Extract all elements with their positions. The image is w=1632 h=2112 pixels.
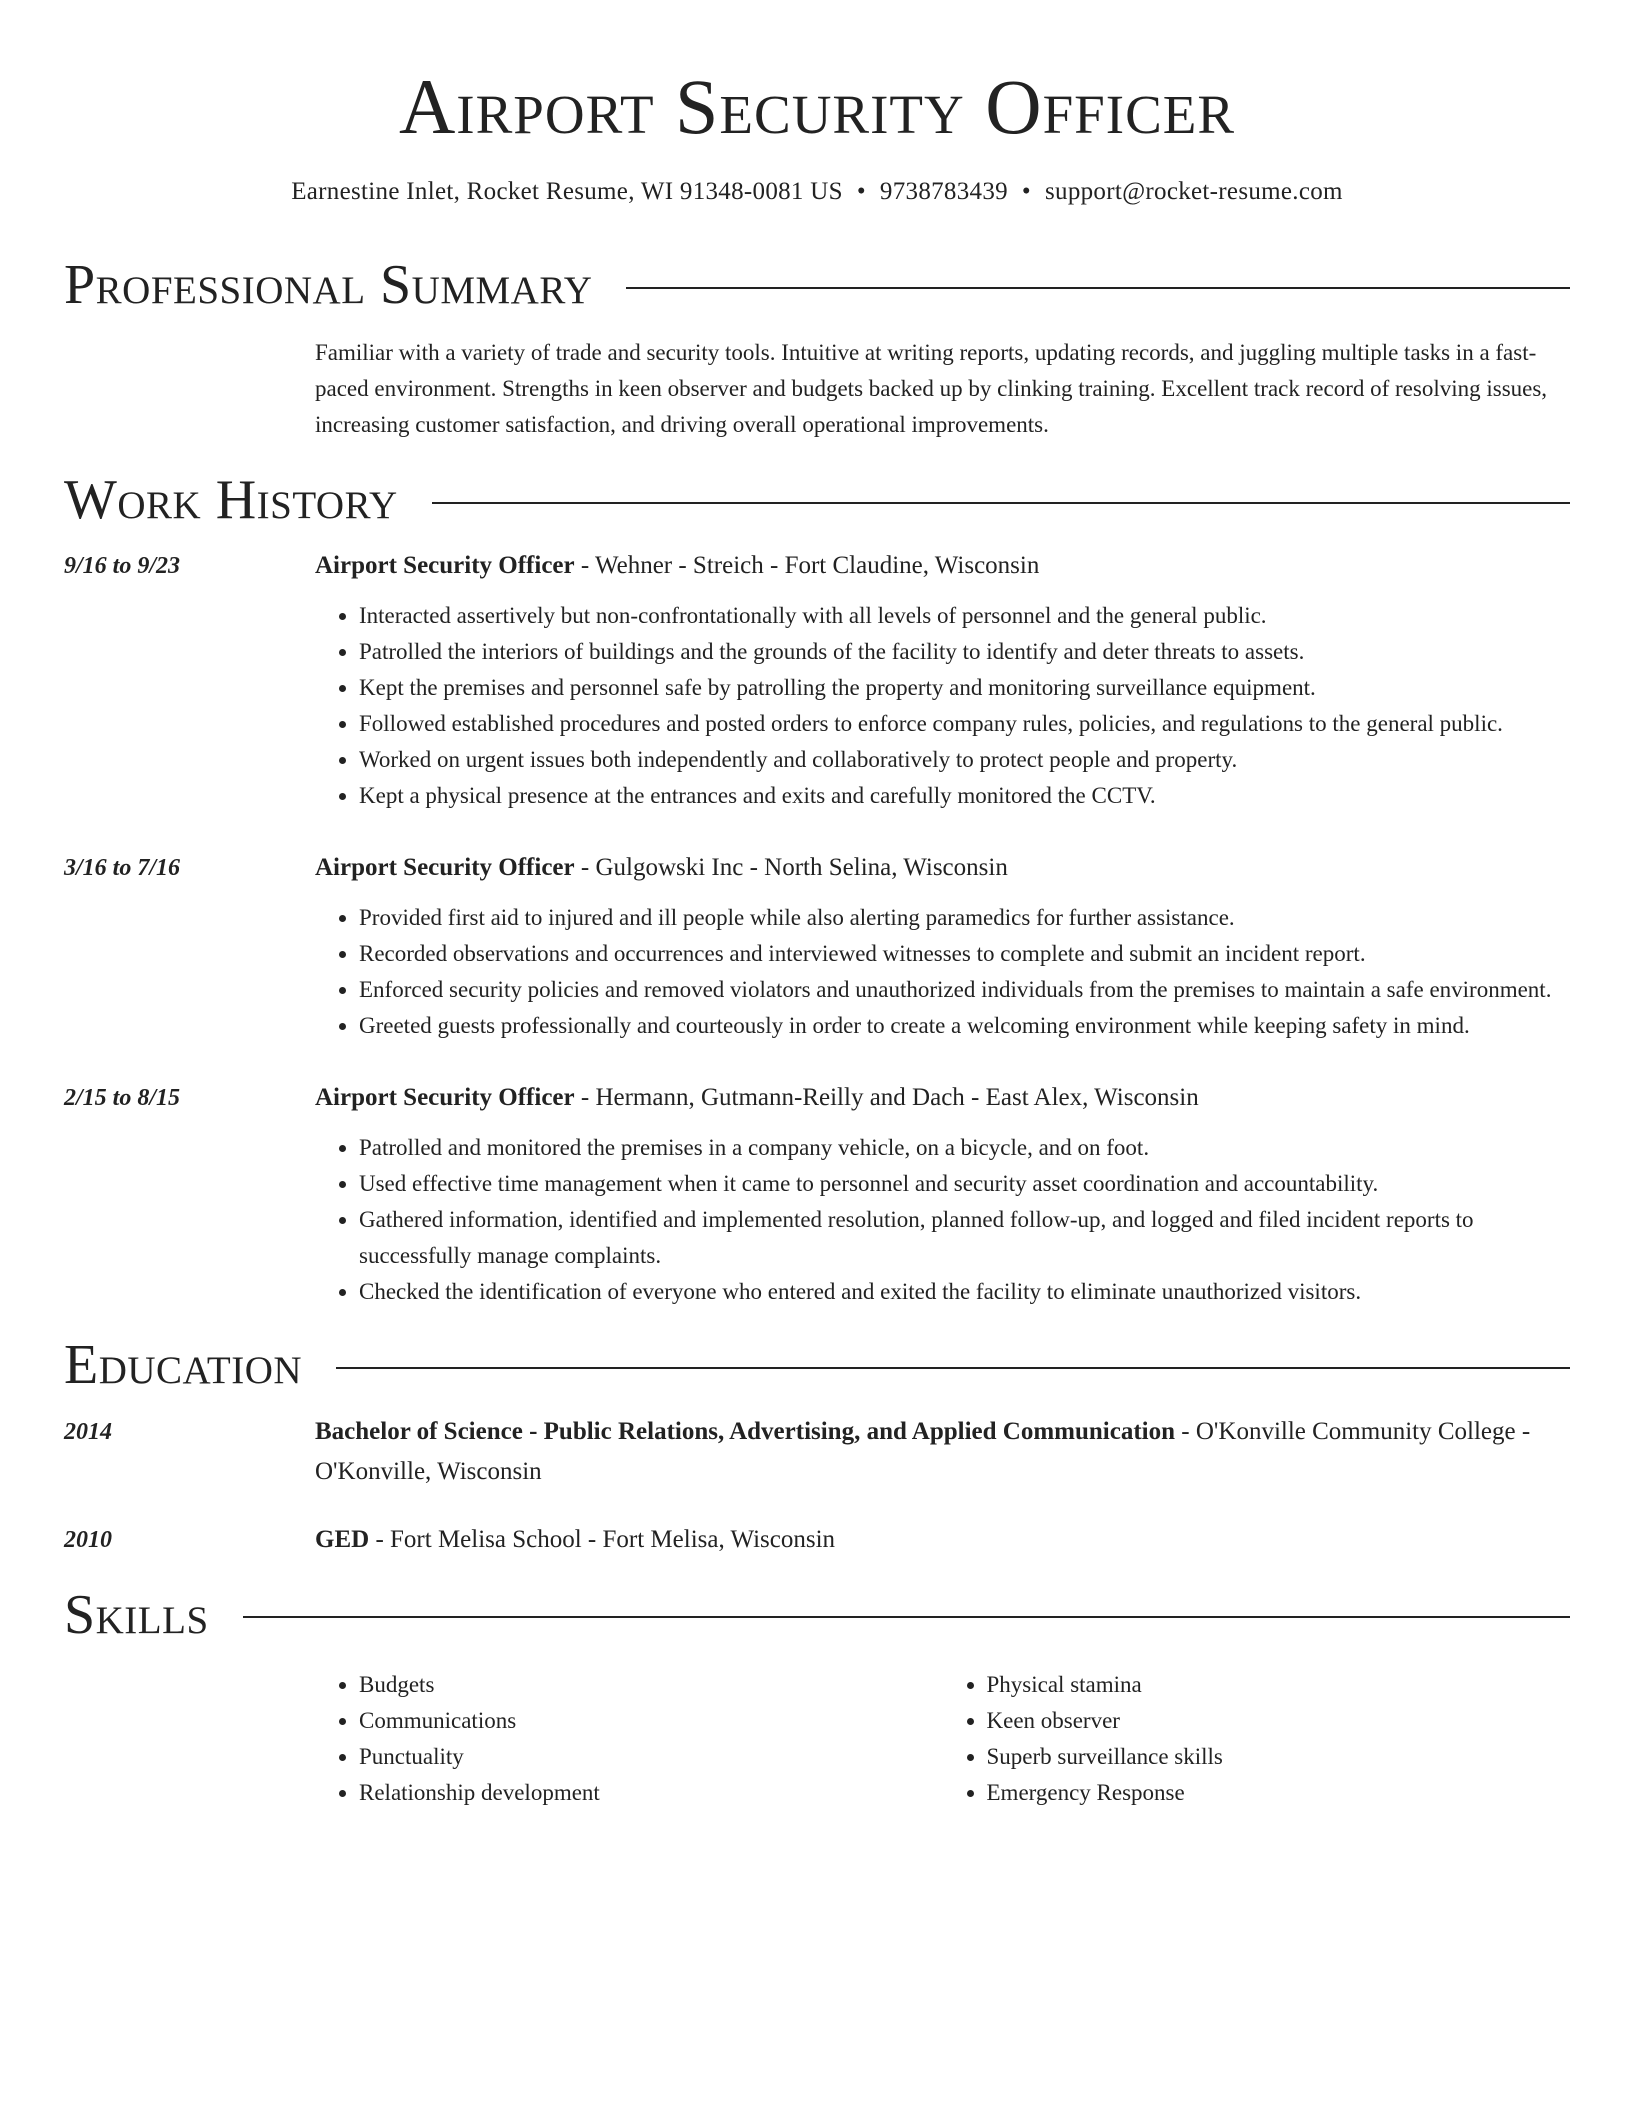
job-title: Airport Security Officer bbox=[315, 1084, 575, 1112]
job-bullet: • Followed established procedures and posted orders to enforce company rules, policies, and regulations to the general public. bbox=[359, 706, 1570, 742]
section-rule bbox=[336, 1367, 1570, 1369]
skills-list bbox=[315, 1667, 1570, 1811]
job-bullet: • Provided first aid to injured and ill people while also alerting paramedics for further assistance. bbox=[359, 900, 1570, 936]
section-rule bbox=[626, 287, 1570, 289]
education-entry bbox=[64, 1412, 1570, 1492]
education-year: 2010 bbox=[64, 1526, 112, 1553]
job-bullet: • Kept the premises and personnel safe by patrolling the property and monitoring surveillance equipment. bbox=[359, 670, 1570, 706]
skill-item: • Physical stamina bbox=[987, 1667, 1571, 1703]
skill-item: • Relationship development bbox=[359, 1775, 943, 1811]
job-bullet: • Checked the identification of everyone who entered and exited the facility to eliminate unauthorized visitors. bbox=[359, 1274, 1570, 1310]
contact-separator: • bbox=[1021, 178, 1031, 205]
contact-email: support@rocket-resume.com bbox=[1044, 178, 1343, 205]
job-bullet: • Kept a physical presence at the entrances and exits and carefully monitored the CCTV. bbox=[359, 778, 1570, 814]
skill-item: • Budgets bbox=[359, 1667, 943, 1703]
job-entry bbox=[64, 848, 1570, 1044]
skill-item: • Superb surveillance skills bbox=[987, 1739, 1571, 1775]
skills-column-left bbox=[315, 1667, 943, 1811]
job-bullets bbox=[315, 900, 1570, 1044]
education-body bbox=[315, 1412, 1570, 1492]
job-details: - Hermann, Gutmann-Reilly and Dach - East Alex, Wisconsin bbox=[574, 1084, 1199, 1112]
job-dates: 2/15 to 8/15 bbox=[64, 1085, 181, 1112]
section-header-skills bbox=[64, 1582, 1570, 1649]
job-bullet: • Enforced security policies and removed violators and unauthorized individuals from the premises to maintain a safe environment. bbox=[359, 972, 1570, 1008]
summary-text: Familiar with a variety of trade and security tools. Intuitive at writing reports, updating records, and juggling multiple tasks in a fast-paced environment. Strengths in keen observer and budgets backed up by clinking training. Excellent track record of resolving issues, increasing customer satisfaction, and driving overall operational improvements. bbox=[315, 340, 1548, 438]
section-rule bbox=[243, 1616, 1570, 1618]
education-year: 2014 bbox=[64, 1418, 112, 1445]
skill-item: • Communications bbox=[359, 1703, 943, 1739]
education-details: - Fort Melisa School - Fort Melisa, Wisconsin bbox=[369, 1525, 836, 1553]
job-bullet: • Worked on urgent issues both independently and collaboratively to protect people and property. bbox=[359, 742, 1570, 778]
job-body bbox=[315, 546, 1570, 814]
job-title: Airport Security Officer bbox=[315, 854, 575, 882]
section-title-summary: Professional Summary bbox=[64, 254, 593, 316]
skill-item: • Keen observer bbox=[987, 1703, 1571, 1739]
section-title-skills: Skills bbox=[64, 1583, 209, 1646]
job-entry bbox=[64, 546, 1570, 814]
contact-phone: 9738783439 bbox=[879, 178, 1008, 205]
section-header-summary bbox=[64, 252, 1570, 319]
job-bullet: • Patrolled the interiors of buildings and the grounds of the facility to identify and deter threats to assets. bbox=[359, 634, 1570, 670]
job-bullet: • Greeted guests professionally and courteously in order to create a welcoming environment while keeping safety in mind. bbox=[359, 1008, 1570, 1044]
job-entry bbox=[64, 1078, 1570, 1310]
section-header-work bbox=[64, 467, 1570, 534]
job-bullets bbox=[315, 598, 1570, 814]
job-title: Airport Security Officer bbox=[315, 552, 575, 580]
education-entry bbox=[64, 1520, 1570, 1560]
section-rule bbox=[432, 502, 1570, 504]
job-bullets bbox=[315, 1130, 1570, 1310]
job-dates: 9/16 to 9/23 bbox=[64, 553, 181, 580]
education-details: - O'Konville Community College - O'Konville, Wisconsin bbox=[315, 1417, 1531, 1485]
contact-line bbox=[64, 178, 1570, 206]
job-details: - Wehner - Streich - Fort Claudine, Wisconsin bbox=[574, 552, 1040, 580]
job-title-line bbox=[315, 1078, 1570, 1118]
section-title-education: Education bbox=[64, 1334, 303, 1397]
job-bullet: • Patrolled and monitored the premises in a company vehicle, on a bicycle, and on foot. bbox=[359, 1130, 1570, 1166]
job-title-line bbox=[315, 848, 1570, 888]
job-bullet: • Gathered information, identified and implemented resolution, planned follow-up, and logged and filed incident reports to successfully manage complaints. bbox=[359, 1202, 1570, 1274]
education-degree: GED bbox=[315, 1525, 370, 1553]
section-header-education bbox=[64, 1332, 1570, 1399]
job-bullet: • Used effective time management when it came to personnel and security asset coordination and accountability. bbox=[359, 1166, 1570, 1202]
skill-item: • Punctuality bbox=[359, 1739, 943, 1775]
education-body bbox=[315, 1520, 1570, 1560]
education-degree: Bachelor of Science - Public Relations, Advertising, and Applied Communication bbox=[315, 1417, 1175, 1445]
education-line bbox=[315, 1520, 1570, 1560]
job-dates: 3/16 to 7/16 bbox=[64, 855, 181, 882]
section-title-work: Work History bbox=[64, 469, 398, 532]
job-details: - Gulgowski Inc - North Selina, Wisconsin bbox=[574, 854, 1008, 882]
resume-name-title: Airport Security Officer bbox=[398, 63, 1236, 150]
job-bullet: • Recorded observations and occurrences and interviewed witnesses to complete and submit an incident report. bbox=[359, 936, 1570, 972]
contact-separator: • bbox=[856, 178, 866, 205]
job-body bbox=[315, 848, 1570, 1044]
skills-column-right bbox=[943, 1667, 1571, 1811]
job-title-line bbox=[315, 546, 1570, 586]
job-bullet: • Interacted assertively but non-confrontationally with all levels of personnel and the general public. bbox=[359, 598, 1570, 634]
education-line bbox=[315, 1412, 1570, 1492]
contact-address: Earnestine Inlet, Rocket Resume, WI 91348-0081 US bbox=[291, 178, 843, 205]
job-body bbox=[315, 1078, 1570, 1310]
skill-item: • Emergency Response bbox=[987, 1775, 1571, 1811]
